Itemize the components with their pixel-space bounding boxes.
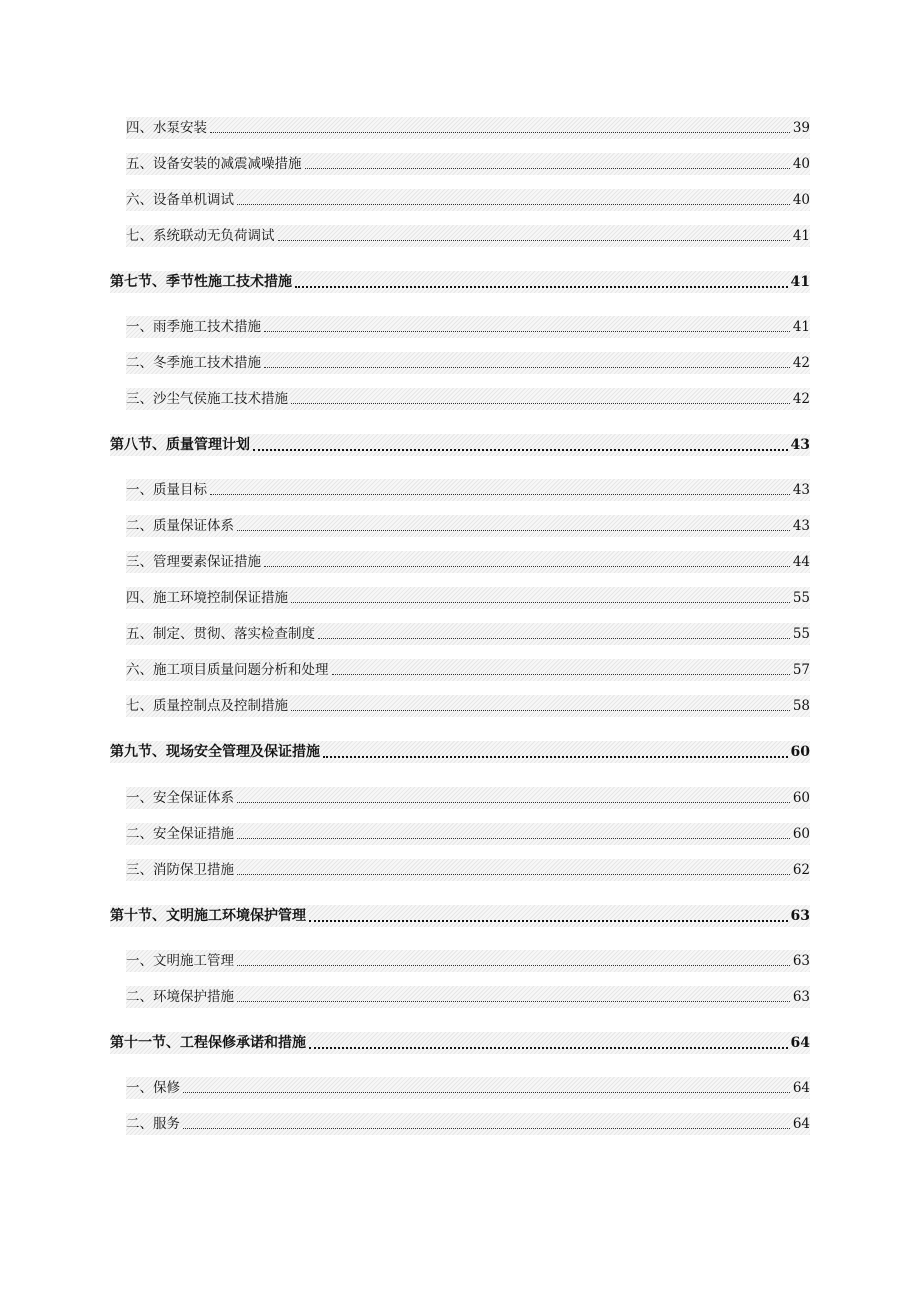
toc-entry-label: 七、质量控制点及控制措施 bbox=[126, 698, 288, 714]
toc-dot-leader bbox=[318, 637, 790, 639]
toc-page-number: 62 bbox=[792, 862, 810, 878]
toc-page-number: 43 bbox=[792, 482, 810, 498]
toc-section-entry[interactable] bbox=[110, 905, 810, 927]
toc-subsection-entry[interactable] bbox=[126, 587, 810, 609]
toc-entry-label: 第九节、现场安全管理及保证措施 bbox=[110, 744, 320, 760]
toc-dot-leader bbox=[309, 1046, 788, 1049]
toc-page-number: 55 bbox=[792, 626, 810, 642]
toc-entry-label: 一、质量目标 bbox=[126, 482, 207, 498]
toc-page-number: 60 bbox=[792, 826, 810, 842]
toc-page-number: 60 bbox=[790, 744, 810, 760]
toc-page-number: 41 bbox=[790, 274, 810, 290]
toc-entry-label: 六、施工项目质量问题分析和处理 bbox=[126, 662, 329, 678]
toc-subsection-entry[interactable] bbox=[126, 153, 810, 175]
toc-dot-leader bbox=[237, 801, 790, 803]
toc-entry-label: 三、管理要素保证措施 bbox=[126, 554, 261, 570]
toc-entry-label: 五、制定、贯彻、落实检查制度 bbox=[126, 626, 315, 642]
toc-dot-leader bbox=[291, 709, 790, 711]
toc-entry-label: 二、服务 bbox=[126, 1116, 180, 1132]
toc-subsection-entry[interactable] bbox=[126, 986, 810, 1008]
toc-entry-label: 四、施工环境控制保证措施 bbox=[126, 590, 288, 606]
toc-entry-label: 第七节、季节性施工技术措施 bbox=[110, 274, 292, 290]
toc-dot-leader bbox=[264, 565, 790, 567]
toc-section-entry[interactable] bbox=[110, 271, 810, 293]
toc-page-number: 41 bbox=[792, 228, 810, 244]
toc-page-number: 64 bbox=[790, 1035, 810, 1051]
toc-entry-label: 一、文明施工管理 bbox=[126, 953, 234, 969]
toc-dot-leader bbox=[291, 601, 790, 603]
toc-dot-leader bbox=[183, 1091, 790, 1093]
toc-dot-leader bbox=[278, 239, 790, 241]
toc-section-entry[interactable] bbox=[110, 434, 810, 456]
toc-entry-label: 一、保修 bbox=[126, 1080, 180, 1096]
toc-entry-label: 第八节、质量管理计划 bbox=[110, 437, 250, 453]
toc-page-number: 44 bbox=[792, 554, 810, 570]
toc-subsection-entry[interactable] bbox=[126, 352, 810, 374]
toc-dot-leader bbox=[237, 203, 790, 205]
toc-entry-label: 二、质量保证体系 bbox=[126, 518, 234, 534]
toc-subsection-entry[interactable] bbox=[126, 950, 810, 972]
toc-dot-leader bbox=[237, 1000, 790, 1002]
toc-page-number: 43 bbox=[790, 437, 810, 453]
toc-subsection-entry[interactable] bbox=[126, 695, 810, 717]
toc-dot-leader bbox=[291, 402, 790, 404]
toc-dot-leader bbox=[237, 529, 790, 531]
toc-page-number: 39 bbox=[792, 120, 810, 136]
toc-dot-leader bbox=[264, 330, 790, 332]
toc-subsection-entry[interactable] bbox=[126, 787, 810, 809]
toc-page-number: 58 bbox=[792, 698, 810, 714]
toc-dot-leader bbox=[210, 493, 790, 495]
toc-subsection-entry[interactable] bbox=[126, 859, 810, 881]
toc-page-number: 64 bbox=[792, 1116, 810, 1132]
toc-dot-leader bbox=[210, 131, 790, 133]
toc-entry-label: 二、冬季施工技术措施 bbox=[126, 355, 261, 371]
toc-entry-label: 三、消防保卫措施 bbox=[126, 862, 234, 878]
toc-dot-leader bbox=[305, 167, 790, 169]
toc-subsection-entry[interactable] bbox=[126, 388, 810, 410]
toc-subsection-entry[interactable] bbox=[126, 316, 810, 338]
toc-subsection-entry[interactable] bbox=[126, 117, 810, 139]
toc-dot-leader bbox=[237, 837, 790, 839]
toc-subsection-entry[interactable] bbox=[126, 1113, 810, 1135]
toc-page-number: 64 bbox=[792, 1080, 810, 1096]
toc-entry-label: 二、安全保证措施 bbox=[126, 826, 234, 842]
toc-page-number: 63 bbox=[792, 953, 810, 969]
toc-page-number: 42 bbox=[792, 391, 810, 407]
toc-page-number: 63 bbox=[790, 908, 810, 924]
toc-entry-label: 第十一节、工程保修承诺和措施 bbox=[110, 1035, 306, 1051]
toc-dot-leader bbox=[332, 673, 790, 675]
toc-entry-label: 一、雨季施工技术措施 bbox=[126, 319, 261, 335]
toc-section-entry[interactable] bbox=[110, 741, 810, 763]
toc-dot-leader bbox=[264, 366, 790, 368]
toc-page-number: 42 bbox=[792, 355, 810, 371]
toc-entry-label: 第十节、文明施工环境保护管理 bbox=[110, 908, 306, 924]
toc-dot-leader bbox=[237, 964, 790, 966]
toc-entry-label: 六、设备单机调试 bbox=[126, 192, 234, 208]
toc-page-number: 55 bbox=[792, 590, 810, 606]
toc-subsection-entry[interactable] bbox=[126, 189, 810, 211]
toc-dot-leader bbox=[183, 1127, 790, 1129]
toc-subsection-entry[interactable] bbox=[126, 515, 810, 537]
toc-dot-leader bbox=[323, 755, 788, 758]
toc-page-number: 40 bbox=[792, 156, 810, 172]
toc-page-number: 60 bbox=[792, 790, 810, 806]
toc-section-entry[interactable] bbox=[110, 1032, 810, 1054]
toc-entry-label: 五、设备安装的减震减噪措施 bbox=[126, 156, 302, 172]
toc-subsection-entry[interactable] bbox=[126, 623, 810, 645]
toc-subsection-entry[interactable] bbox=[126, 1077, 810, 1099]
toc-page-number: 40 bbox=[792, 192, 810, 208]
toc-dot-leader bbox=[237, 873, 790, 875]
toc-page-number: 63 bbox=[792, 989, 810, 1005]
toc-subsection-entry[interactable] bbox=[126, 225, 810, 247]
toc-dot-leader bbox=[295, 285, 788, 288]
toc-page-number: 41 bbox=[792, 319, 810, 335]
toc-entry-label: 一、安全保证体系 bbox=[126, 790, 234, 806]
toc-entry-label: 三、沙尘气侯施工技术措施 bbox=[126, 391, 288, 407]
toc-entry-label: 七、系统联动无负荷调试 bbox=[126, 228, 275, 244]
toc-dot-leader bbox=[309, 919, 788, 922]
toc-entry-label: 四、水泵安装 bbox=[126, 120, 207, 136]
toc-subsection-entry[interactable] bbox=[126, 659, 810, 681]
toc-page-number: 43 bbox=[792, 518, 810, 534]
toc-entry-label: 二、环境保护措施 bbox=[126, 989, 234, 1005]
toc-subsection-entry[interactable] bbox=[126, 823, 810, 845]
toc-subsection-entry[interactable] bbox=[126, 551, 810, 573]
toc-subsection-entry[interactable] bbox=[126, 479, 810, 501]
toc-page-number: 57 bbox=[792, 662, 810, 678]
toc-dot-leader bbox=[253, 448, 788, 451]
